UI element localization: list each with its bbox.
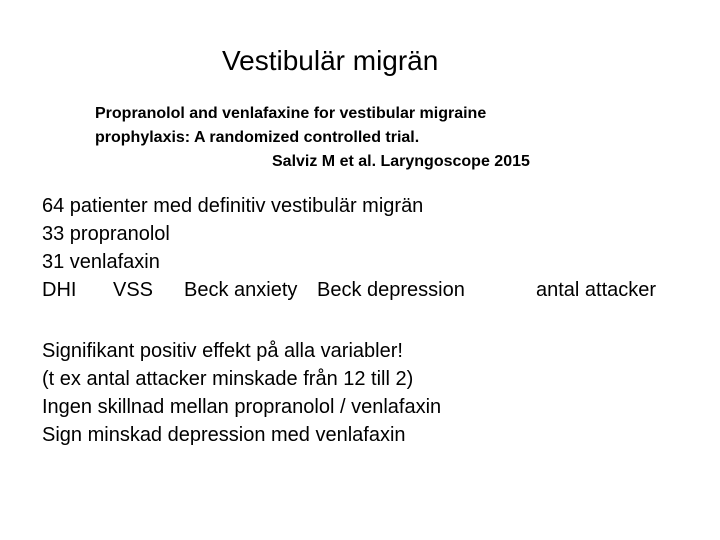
study-propranolol-line: 33 propranolol: [42, 223, 170, 245]
citation-title-line-2: prophylaxis: A randomized controlled trial.: [95, 129, 420, 146]
study-results: [42, 337, 441, 449]
slide-title: Vestibulär migrän: [222, 45, 439, 76]
measure-beck-anxiety: Beck anxiety: [184, 279, 298, 301]
outcome-measures: [42, 276, 656, 304]
measure-vss: VSS: [113, 279, 154, 301]
result-line-1: Signifikant positiv effekt på alla variabler!: [42, 340, 403, 362]
result-line-4: Sign minskad depression med venlafaxin: [42, 424, 406, 446]
study-venlafaxin-line: 31 venlafaxin: [42, 251, 160, 273]
measure-dhi: DHI: [42, 279, 77, 301]
measure-antal-attacker: antal attacker: [536, 279, 657, 301]
study-patients-line: 64 patienter med definitiv vestibulär migrän: [42, 195, 424, 217]
study-citation: [95, 102, 530, 174]
citation-title-line-1: Propranolol and venlafaxine for vestibular migraine: [95, 105, 487, 122]
result-line-3: Ingen skillnad mellan propranolol / venlafaxin: [42, 396, 442, 418]
study-design: [42, 192, 656, 304]
measure-beck-depression: Beck depression: [317, 279, 465, 301]
citation-reference: Salviz M et al. Laryngoscope 2015: [272, 153, 530, 170]
result-line-2: (t ex antal attacker minskade från 12 till 2): [42, 368, 414, 390]
